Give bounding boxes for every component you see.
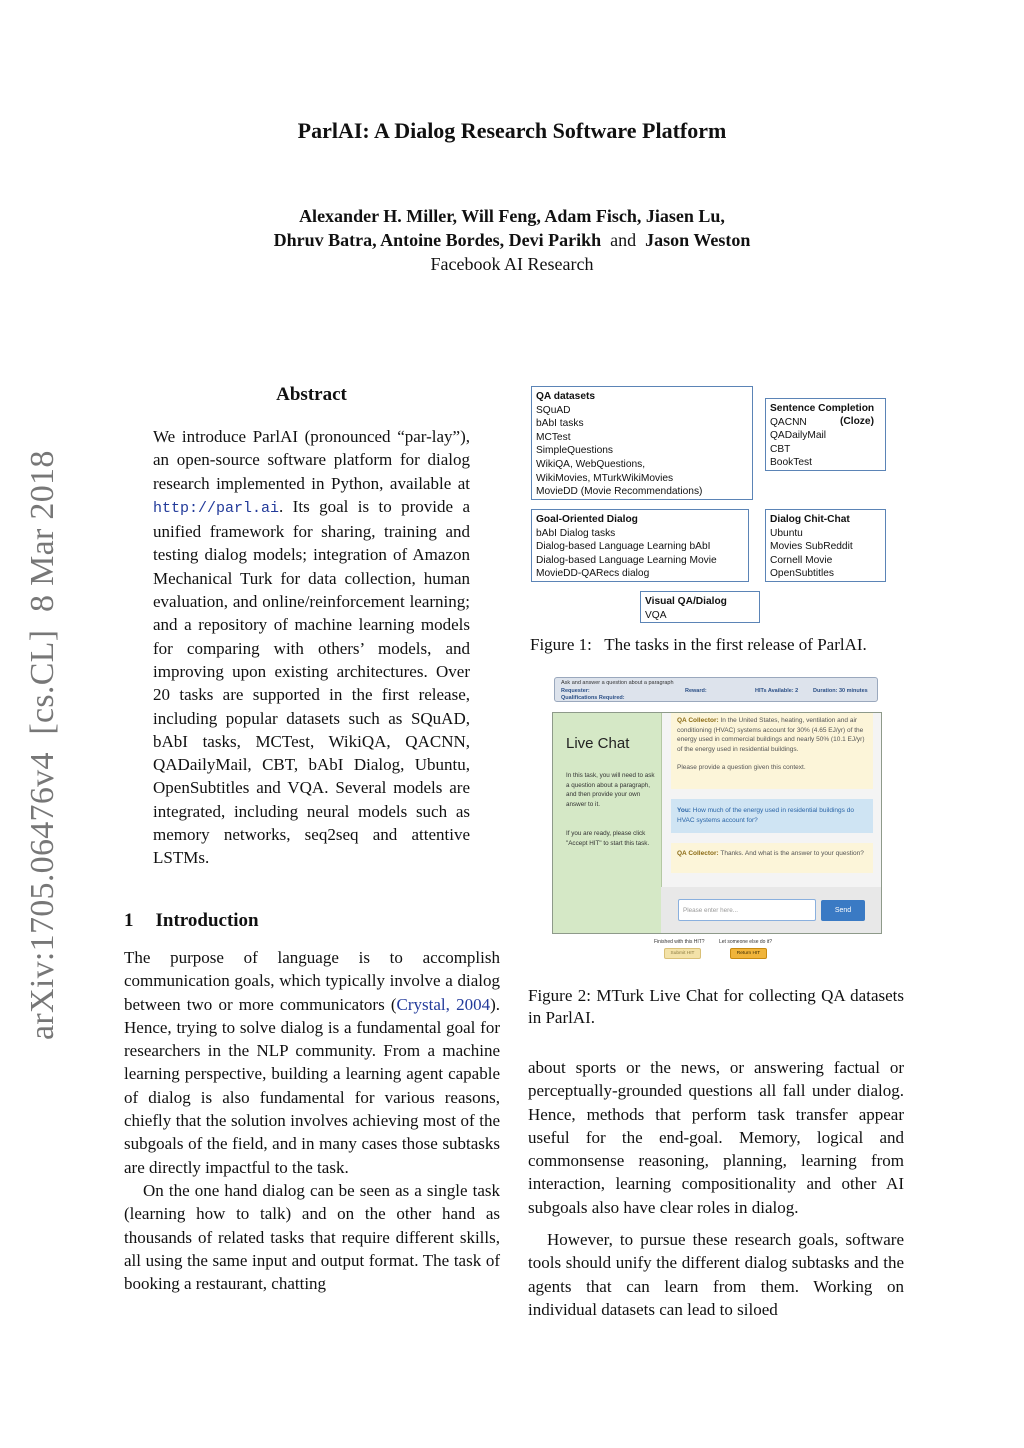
task-item: Dialog-based Language Learning bAbI xyxy=(536,541,711,553)
reward-label: Reward: xyxy=(685,688,707,694)
task-box-title: Dialog Chit-Chat xyxy=(770,514,850,525)
task-box-title: QA datasets xyxy=(536,391,596,402)
chat-message-input[interactable]: Please enter here... xyxy=(678,899,816,921)
message-sender: You: xyxy=(677,807,691,814)
abstract-heading: Abstract xyxy=(276,384,347,405)
task-item: Cornell Movie xyxy=(770,554,833,566)
live-chat-title: Live Chat xyxy=(566,735,630,752)
intro-column-1 xyxy=(124,946,500,1295)
return-hit-button[interactable]: Return HIT xyxy=(730,948,767,959)
affiliation: Facebook AI Research xyxy=(430,254,594,274)
paper-title: ParlAI: A Dialog Research Software Platform xyxy=(297,118,727,143)
abstract-body xyxy=(153,425,470,870)
citation-link[interactable]: Crystal, 2004 xyxy=(396,994,491,1014)
message-text: In the United States, heating, ventilation and air conditioning (HVAC) systems account for 30% (4.65 EJ/yr) of the energy used in commercial buildings and nearly 50% (10.1 EJ/yr) of the energy used in residential buildings. xyxy=(677,717,865,753)
hit-title: Ask and answer a question about a paragraph xyxy=(561,680,674,686)
task-item: MovieDD (Movie Recommendations) xyxy=(536,486,703,498)
message-sender: QA Collector: xyxy=(677,717,719,724)
task-item: MCTest xyxy=(536,431,571,443)
section-number: 1 xyxy=(124,910,134,931)
task-item: Dialog-based Language Learning Movie xyxy=(536,554,717,566)
message-qa-collector-answer-request xyxy=(671,843,873,873)
message-text: Thanks. And what is the answer to your question? xyxy=(720,850,864,857)
task-item: CBT xyxy=(770,443,791,455)
requester-label: Requester: xyxy=(561,688,590,694)
task-item: bAbI tasks xyxy=(536,418,584,430)
submit-hit-button[interactable]: Submit HIT xyxy=(664,948,701,959)
duration: Duration: 30 minutes xyxy=(813,688,868,694)
accept-instructions: If you are ready, please click "Accept HIT" to start this task. xyxy=(566,830,650,847)
authors-and: and xyxy=(610,230,637,250)
task-box-title: Goal-Oriented Dialog xyxy=(536,514,638,525)
task-box-qa-datasets xyxy=(531,386,753,500)
abstract-url[interactable]: http://parl.ai xyxy=(153,499,280,517)
message-qa-collector-context xyxy=(671,713,873,789)
hit-info-bar xyxy=(554,677,878,702)
task-item: Ubuntu xyxy=(770,527,803,539)
someone-else-prompt: Let someone else do it? xyxy=(719,939,773,945)
task-item: BookTest xyxy=(770,457,812,469)
task-item: SQuAD xyxy=(536,404,571,416)
send-button[interactable]: Send xyxy=(821,900,865,921)
task-item: OpenSubtitles xyxy=(770,568,834,580)
task-item: Movies SubReddit xyxy=(770,541,853,553)
arxiv-stamp: arXiv:1705.06476v4 [cs.CL] 8 Mar 2018 xyxy=(24,450,61,1040)
task-item: WikiQA, WebQuestions, xyxy=(536,458,646,470)
task-box-visual-qa xyxy=(640,591,760,623)
hits-available: HITs Available: 2 xyxy=(755,688,799,694)
task-instructions: In this task, you will need to ask a question about a paragraph, and then provide your own answer to it. xyxy=(566,772,655,808)
task-box-title: Visual QA/Dialog xyxy=(645,596,727,607)
task-box-chit-chat xyxy=(765,509,886,582)
message-text: How much of the energy used in residential buildings do HVAC systems account for? xyxy=(677,807,854,824)
figure-1-caption: Figure 1: The tasks in the first release of ParlAI. xyxy=(530,635,867,654)
task-item: WikiMovies, MTurkWikiMovies xyxy=(536,472,674,484)
task-item: bAbI Dialog tasks xyxy=(536,527,616,539)
task-item: QADailyMail xyxy=(770,430,827,442)
authors-line-1: Alexander H. Miller, Will Feng, Adam Fisch, Jiasen Lu, xyxy=(299,206,725,226)
task-item: MovieDD-QARecs dialog xyxy=(536,568,650,580)
message-sender: QA Collector: xyxy=(677,850,719,857)
section-heading-introduction xyxy=(124,910,259,932)
figure-2-caption: Figure 2: MTurk Live Chat for collecting QA datasets in ParlAI. xyxy=(528,986,904,1027)
abstract-text-1: We introduce ParlAI (pronounced “par-lay”), an open-source software platform for dialog research implemented in Python, available at xyxy=(153,427,470,493)
live-chat-panel xyxy=(552,712,882,934)
section-title: Introduction xyxy=(155,910,259,931)
task-item: VQA xyxy=(645,609,667,621)
task-box-goal-oriented-dialog xyxy=(531,509,749,582)
abstract-text-2: . Its goal is to provide a unified framework for sharing, training and testing dialog models; integration of Amazon Mechanical Turk for data collection, human evaluation, and online/reinforcement learning; and a repository of machine learning models for comparing with others’ models, and improving upon existing architectures. Over 20 tasks are supported in the first release, including popular datasets such as SQuAD, bAbI tasks, MCTest, WikiQA, QACNN, QADailyMail, CBT, bAbI Dialog, Ubuntu, OpenSubtitles and VQA. Several models are integrated, including neural models such as memory networks, seq2seq and attentive LSTMs. xyxy=(153,496,470,868)
intro-paragraph-1: The purpose of language is to accomplish communication goals, which typically involve a dialog between two or more communicators (Crystal, 2004). Hence, trying to solve dialog is a fundamental goal for researchers in the NLP community. From a machine learning perspective, building a learning agent capable of dialog is also fundamental for various reasons, chiefly that the solution involves achieving most of the subgoals of the field, and in many cases those subtasks are directly impactful to the task. xyxy=(124,948,500,1177)
task-item: QACNN xyxy=(770,416,807,428)
intro-paragraph-4: However, to pursue these research goals, software tools should unify the different dialog subtasks and the agents that can learn from them. Working on individual datasets can lead to siloed xyxy=(528,1230,904,1319)
task-box-sentence-completion xyxy=(765,398,886,471)
task-item: SimpleQuestions xyxy=(536,445,614,457)
authors-line-2b: Jason Weston xyxy=(645,230,751,250)
intro-column-2 xyxy=(528,1056,904,1321)
message-text: Please provide a question given this context. xyxy=(677,764,806,771)
authors-line-2a: Dhruv Batra, Antoine Bordes, Devi Parikh xyxy=(273,230,602,250)
task-box-title: Sentence Completion xyxy=(770,403,875,414)
qualifications-label: Qualifications Required: xyxy=(561,695,625,701)
author-block xyxy=(0,204,1024,276)
task-box-subtitle: (Cloze) xyxy=(840,415,874,427)
message-you-question xyxy=(671,799,873,833)
live-chat-sidebar xyxy=(553,713,662,933)
intro-paragraph-3: about sports or the news, or answering factual or perceptually-grounded questions all fall under dialog. Hence, methods that perform task transfer appear useful for the end-goal. Memory, logical and commonsense reasoning, planning, learning from interaction, learning compositionality and other AI subgoals also have clear roles in dialog. xyxy=(528,1058,904,1217)
intro-paragraph-2: On the one hand dialog can be seen as a single task (learning how to talk) and on the other hand as thousands of related tasks that require different skills, all using the same input and output format. The task of booking a restaurant, chatting xyxy=(124,1180,500,1294)
finished-prompt: Finished with this HIT? xyxy=(654,939,705,945)
